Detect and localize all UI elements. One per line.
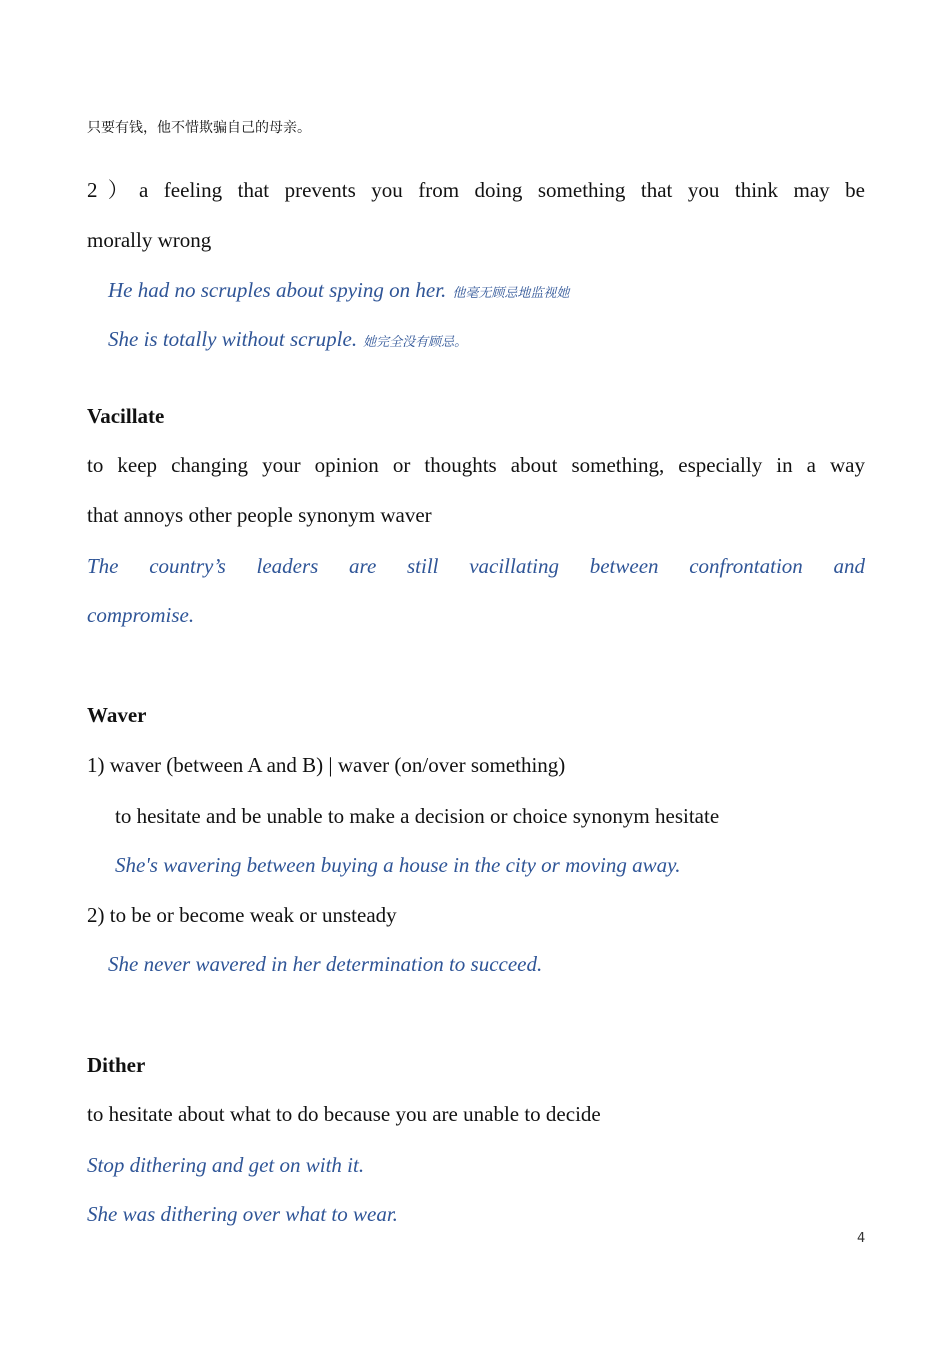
scruple-example-1-chinese: 他毫无顾忌地监视她 xyxy=(452,286,570,301)
scruple-example-2-english: She is totally without scruple. xyxy=(108,327,358,351)
scruple-example-1 xyxy=(108,276,569,308)
waver-headword: Waver xyxy=(87,703,147,727)
vacillate-example-line1: The country’s leaders are still vacillating between confrontation and xyxy=(87,554,865,578)
waver-sense1-example: She's wavering between buying a house in the city or moving away. xyxy=(115,853,681,877)
chinese-translation-line: 只要有钱，他不惜欺骗自己的母亲。 xyxy=(87,120,311,136)
scruple-sense2-definition-line2: morally wrong xyxy=(87,228,212,252)
scruple-example-2 xyxy=(108,325,467,357)
dither-definition: to hesitate about what to do because you are unable to decide xyxy=(87,1102,601,1126)
scruple-example-1-english: He had no scruples about spying on her. xyxy=(108,278,447,302)
scruple-sense2-definition-line1: 2）a feeling that prevents you from doing something that you think may be xyxy=(87,178,865,202)
page-number: 4 xyxy=(857,1231,866,1246)
waver-sense1-definition: to hesitate and be unable to make a decision or choice synonym hesitate xyxy=(115,804,720,828)
vacillate-example-line2: compromise. xyxy=(87,603,195,627)
waver-sense2-definition: 2) to be or become weak or unsteady xyxy=(87,903,397,927)
vacillate-definition-line1: to keep changing your opinion or thoughts about something, especially in a way xyxy=(87,453,865,477)
dither-headword: Dither xyxy=(87,1053,146,1077)
vacillate-definition-line2: that annoys other people synonym waver xyxy=(87,503,432,527)
scruple-example-2-chinese: 她完全没有顾忌。 xyxy=(363,335,468,350)
waver-sense2-example: She never wavered in her determination to succeed. xyxy=(108,952,543,976)
dither-example-1: Stop dithering and get on with it. xyxy=(87,1153,365,1177)
vacillate-headword: Vacillate xyxy=(87,404,165,428)
waver-sense1-pattern: 1) waver (between A and B) | waver (on/over something) xyxy=(87,753,566,777)
dither-example-2: She was dithering over what to wear. xyxy=(87,1202,398,1226)
